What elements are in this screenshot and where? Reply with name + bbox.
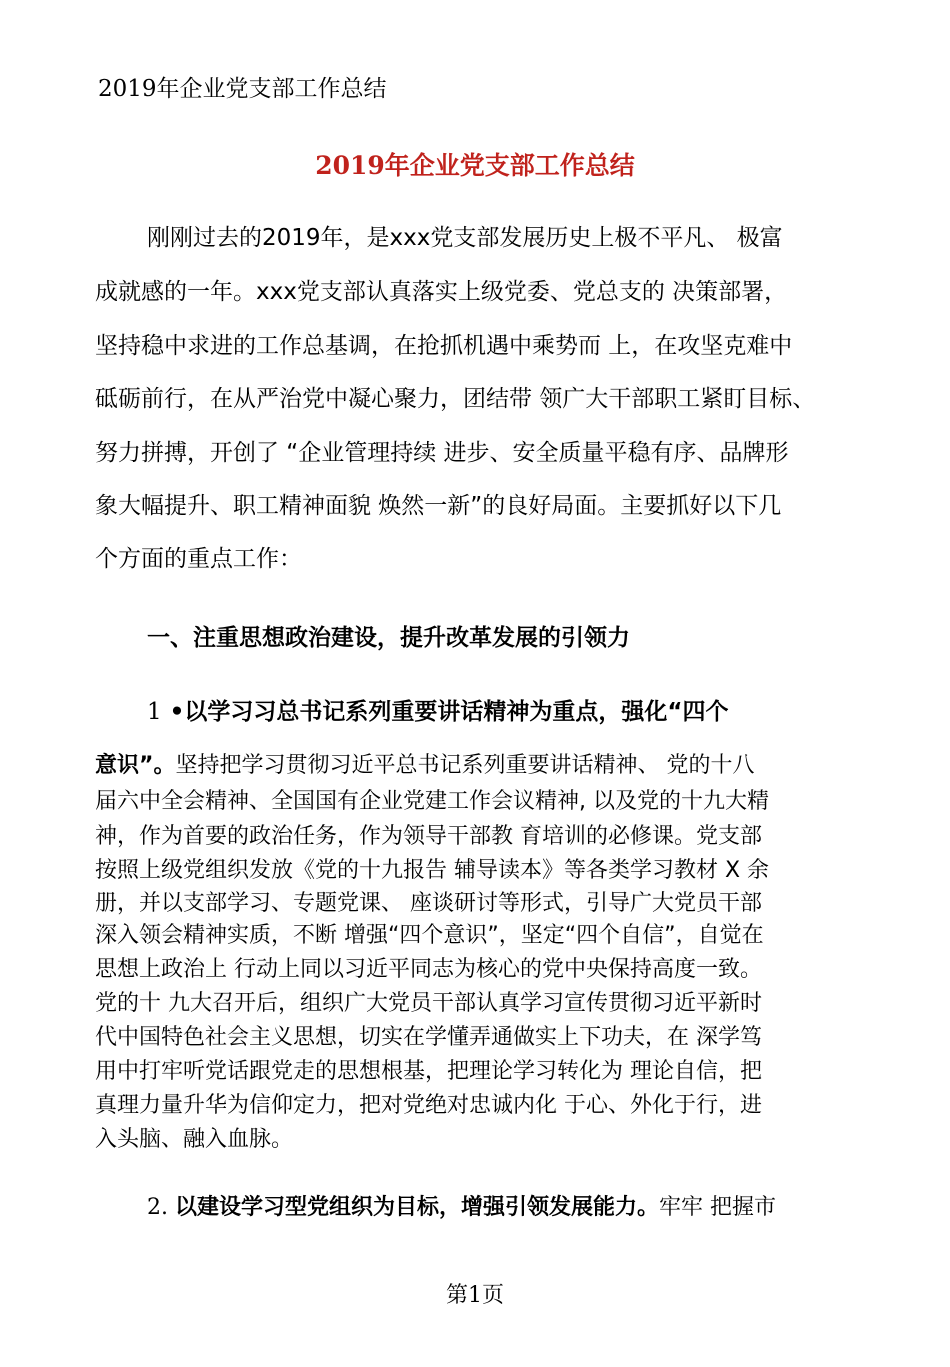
intro-line: 象大幅提升、职工精神面貌 焕然一新”的良好局面。主要抓好以下几 <box>95 493 782 519</box>
intro-line: 砥砺前行，在从严治党中凝心聚力，团结带 领广大干部职工紧盯目标、 <box>95 386 816 412</box>
item-1-title-cont: 意识”。 <box>95 753 176 778</box>
item-1-line: 思想上政治上 行动上同以习近平同志为核心的党中央保持高度一致。 <box>95 957 762 982</box>
item-1-first-line <box>95 748 754 779</box>
item-1-first-line-rest: 坚持把学习贯彻习近平总书记系列重要讲话精神、 党的十八 <box>175 753 755 778</box>
item-1-line: 神，作为首要的政治任务，作为领导干部教 育培训的必修课。党支部 <box>95 824 762 849</box>
item-1-number: 1 <box>147 699 162 725</box>
item-1-line: 真理力量升华为信仰定力，把对党绝对忠诚内化 于心、外化于行，进 <box>95 1093 762 1118</box>
item-1-line: 用中打牢听党话跟党走的思想根基，把理论学习转化为 理论自信，把 <box>95 1059 762 1084</box>
item-1-line: 代中国特色社会主义思想，切实在学懂弄通做实上下功夫，在 深学笃 <box>95 1025 762 1050</box>
item-1-line: 入头脑、融入血脉。 <box>95 1127 294 1152</box>
item-2 <box>147 1190 776 1221</box>
document-title: 2019年企业党支部工作总结 <box>315 151 635 180</box>
item-1-line: 按照上级党组织发放《党的十九报告 辅导读本》等各类学习教材 X 余 <box>95 858 770 883</box>
item-2-number: 2. <box>147 1195 168 1220</box>
page-number: 第1页 <box>446 1283 504 1308</box>
item-1-line: 党的十 九大召开后，组织广大党员干部认真学习宣传贯彻习近平新时 <box>95 991 762 1016</box>
item-2-rest: 牢牢 把握市 <box>659 1195 777 1220</box>
intro-line: 成就感的一年。xxx党支部认真落实上级党委、党总支的 决策部署， <box>95 279 788 305</box>
intro-line: 刚刚过去的2019年，是xxx党支部发展历史上极不平凡、 极富 <box>147 225 783 251</box>
intro-line: 努力拼搏，开创了 “企业管理持续 进步、安全质量平稳有序、品牌形 <box>95 440 789 466</box>
item-1-title-text: •以学习习总书记系列重要讲话精神为重点，强化“四个 <box>169 699 729 725</box>
item-1-line: 册，并以支部学习、专题党课、 座谈研讨等形式，引导广大党员干部 <box>95 891 762 916</box>
item-2-title: 以建设学习型党组织为目标，增强引领发展能力。 <box>175 1195 660 1220</box>
page-header: 2019年企业党支部工作总结 <box>98 76 387 102</box>
item-1-title <box>147 693 728 726</box>
item-1-line: 届六中全会精神、全国国有企业党建工作会议精神, 以及党的十九大精 <box>95 789 769 814</box>
item-1-line: 深入领会精神实质，不断 增强“四个意识”，坚定“四个自信”，自觉在 <box>95 923 764 948</box>
intro-line: 坚持稳中求进的工作总基调，在抢抓机遇中乘势而 上，在攻坚克难中 <box>95 333 793 359</box>
section-heading: 一、注重思想政治建设，提升改革发展的引领力 <box>147 625 630 651</box>
intro-line: 个方面的重点工作： <box>95 546 302 572</box>
